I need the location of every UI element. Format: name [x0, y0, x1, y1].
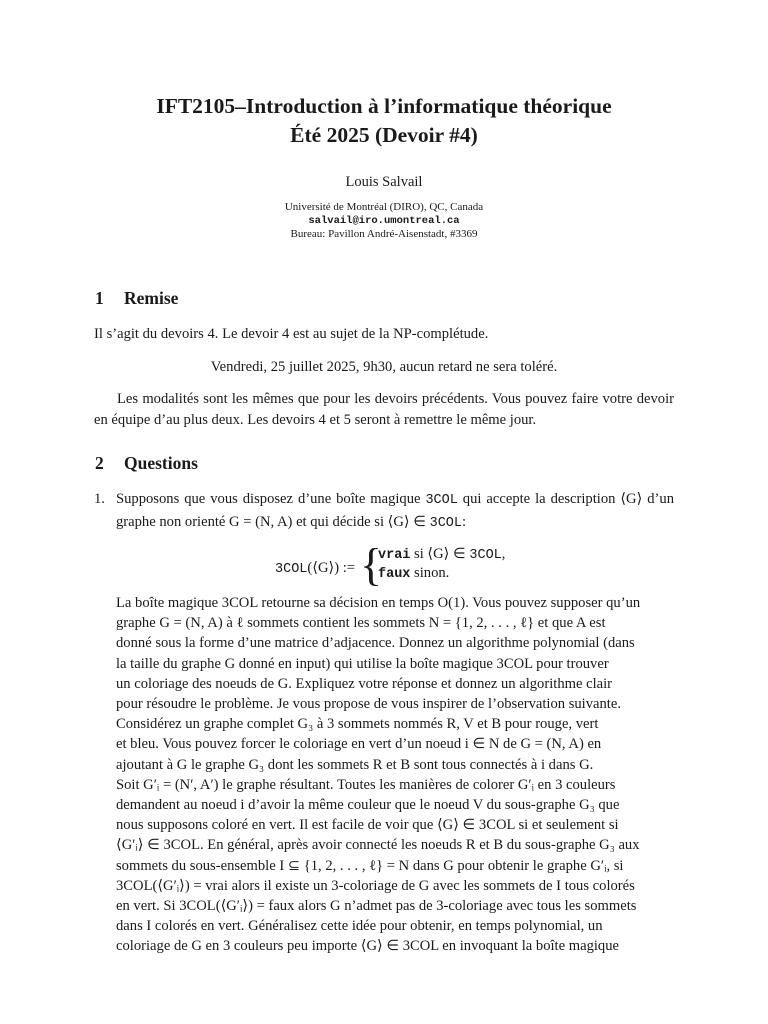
intro-text: :	[462, 513, 467, 530]
author-name: Louis Salvail	[345, 174, 423, 190]
body-line: sommets du sous-ensemble I ⊆ {1, 2, . . . , ℓ} = N dans G pour obtenir le graphe G′ᵢ, si	[116, 857, 624, 874]
body-line: dans I colorés en vert. Généralisez cette idée pour obtenir, en temps polynomial, un	[116, 918, 603, 935]
section-title: Questions	[124, 453, 198, 473]
3col-name: 3COL	[469, 548, 502, 563]
body-line: la taille du graphe G donné en input) qui utilise la boîte magique 3COL pour trouver	[116, 655, 609, 672]
formula-lhs-rest: (⟨G⟩) :=	[307, 560, 355, 576]
body-line: Soit G′ᵢ = (N′, A′) le graphe résultant. Toutes les manières de colorer G′ᵢ en 3 couleurs	[116, 776, 616, 793]
section-heading-questions	[95, 453, 198, 474]
remise-paragraph: Il s’agit du devoirs 4. Le devoir 4 est au sujet de la NP-complétude.	[94, 326, 489, 342]
question-number: 1.	[94, 491, 105, 507]
formula-case-false	[378, 565, 449, 582]
title-block	[0, 92, 768, 242]
body-line: La boîte magique 3COL retourne sa décision en temps O(1). Vous pouvez supposer qu’un	[116, 595, 641, 611]
doc-title: IFT2105–Introduction à l’informatique théorique	[156, 94, 612, 118]
left-brace: {	[360, 539, 383, 590]
section-number: 1	[95, 288, 104, 308]
body-line: pour résoudre le problème. Je vous propose de vous inspirer de l’observation suivante.	[116, 696, 621, 713]
body-line: Considérez un graphe complet G₃ à 3 sommets nommés R, V et B pour rouge, vert	[116, 716, 599, 733]
body-line: nous supposons coloré en vert. Il est facile de voir que ⟨G⟩ ∈ 3COL si et seulement si	[116, 817, 619, 834]
3col-name: 3COL	[429, 515, 462, 531]
body-line: 3COL(⟨G′ᵢ⟩) = vrai alors il existe un 3-coloriage de G avec les sommets de I tous colorés	[116, 877, 635, 894]
question-intro	[116, 489, 674, 534]
3col-name: 3COL	[425, 493, 458, 508]
affiliation-block	[0, 201, 768, 242]
faux-keyword: faux	[378, 567, 411, 582]
office-location: Bureau: Pavillon André-Aisenstadt, #3369	[290, 228, 478, 240]
section-number: 2	[95, 453, 104, 473]
intro-text: Supposons que vous disposez d’une boîte magique	[116, 491, 426, 507]
formula-case-true	[378, 545, 505, 563]
body-line: graphe G = (N, A) à ℓ sommets contient les sommets N = {1, 2, . . . , ℓ} et que A est	[116, 615, 606, 632]
body-line: un coloriage des noeuds de G. Expliquez votre réponse et donnez un algorithme clair	[116, 675, 613, 692]
affiliation: Université de Montréal (DIRO), QC, Canada	[284, 201, 484, 213]
body-line: et bleu. Vous pouvez forcer le coloriage en vert d’un noeud i ∈ N de G = (N, A) en	[116, 736, 602, 753]
vrai-keyword: vrai	[378, 548, 411, 563]
deadline-line: Vendredi, 25 juillet 2025, 9h30, aucun retard ne sera toléré.	[210, 359, 558, 375]
author-email: salvail@iro.umontreal.ca	[308, 214, 460, 227]
case-text: ,	[501, 546, 506, 562]
doc-subtitle: Été 2025 (Devoir #4)	[290, 123, 478, 147]
formula-lhs	[275, 559, 355, 577]
section-heading-remise	[95, 288, 178, 309]
3col-name: 3COL	[275, 562, 308, 577]
body-line: coloriage de G en 3 couleurs peu importe ⟨G⟩ ∈ 3COL en invoquant la boîte magique	[116, 938, 619, 955]
body-line: ⟨G′ᵢ⟩ ∈ 3COL. En général, après avoir connecté les noeuds R et B du sous-graphe G₃ aux	[116, 837, 640, 854]
body-line: demandent au noeud i d’avoir la même couleur que le noeud V du sous-graphe G₃ que	[116, 797, 620, 814]
body-line: donné sous la forme d’une matrice d’adjacence. Donnez un algorithme polynomial (dans	[116, 635, 635, 652]
body-line: ajoutant à G le graphe G₃ dont les sommets R et B sont tous connectés à i dans G.	[116, 756, 594, 773]
case-text: si ⟨G⟩ ∈	[410, 546, 470, 562]
intro-text: qui accepte la description ⟨G⟩ d’un graphe non orienté G = (N, A) et qui décide si ⟨G⟩ ∈	[116, 491, 674, 530]
question-1-body	[116, 593, 674, 957]
body-line: en vert. Si 3COL(⟨G′ᵢ⟩) = faux alors G n’admet pas de 3-coloriage avec tous les sommets	[116, 898, 637, 915]
case-text: sinon.	[410, 565, 450, 581]
section-title: Remise	[124, 288, 179, 308]
modalities-paragraph: Les modalités sont les mêmes que pour les devoirs précédents. Vous pouvez faire votre devoir en équipe d’au plus deux. Les devoirs 4 et 5 seront à remettre le même jour.	[94, 391, 674, 428]
